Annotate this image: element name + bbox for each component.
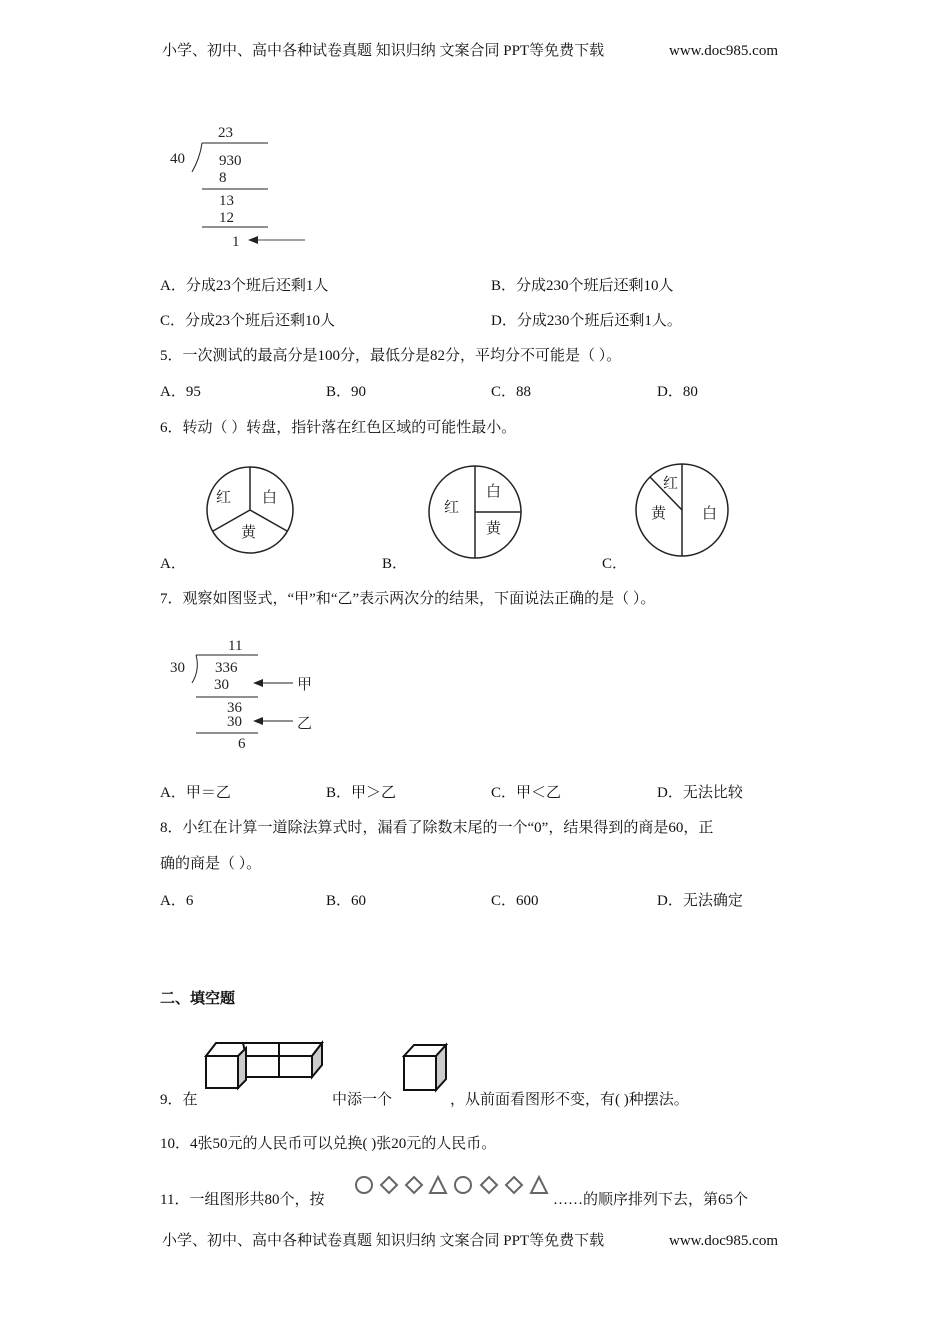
diagram-mark xyxy=(506,1177,522,1193)
q5-option-c[interactable]: C．88 xyxy=(491,384,532,400)
q5-option-d[interactable]: D．80 xyxy=(657,384,698,400)
diagram-mark xyxy=(356,1177,372,1193)
q10-question: 10．4张50元的人民币可以兑换( )张20元的人民币。 xyxy=(160,1136,497,1152)
q11-text-1: 11．一组图形共80个，按 xyxy=(160,1192,325,1208)
diagram-label: 13 xyxy=(219,193,234,209)
q9-text-1: 9．在 xyxy=(160,1092,198,1108)
q6-option-b[interactable]: B． xyxy=(382,556,408,572)
diagram-mark xyxy=(206,1043,322,1088)
q6-option-c[interactable]: C． xyxy=(602,556,628,572)
q7-option-d[interactable]: D．无法比较 xyxy=(657,785,743,801)
q8-option-a[interactable]: A．6 xyxy=(160,893,194,909)
diagram-label: 黄 xyxy=(241,525,257,541)
q7-option-a[interactable]: A．甲＝乙 xyxy=(160,785,231,801)
diagram-mark xyxy=(404,1056,436,1090)
diagram-label: 乙 xyxy=(297,716,313,732)
diagram-label: 红 xyxy=(444,500,460,516)
q6-question: 6．转动（ ）转盘，指针落在红色区域的可能性最小。 xyxy=(160,420,517,436)
q7-question: 7．观察如图竖式，“甲”和“乙”表示两次分的结果，下面说法正确的是（ ）。 xyxy=(160,591,656,607)
q5-option-b[interactable]: B．90 xyxy=(326,384,367,400)
q11-text-2: ……的顺序排列下去，第65个 xyxy=(553,1192,749,1208)
diagram-label: 12 xyxy=(219,210,234,226)
header-text: 小学、初中、高中各种试卷真题 知识归纳 文案合同 PPT等免费下载 xyxy=(162,43,605,59)
footer-text: 小学、初中、高中各种试卷真题 知识归纳 文案合同 PPT等免费下载 xyxy=(162,1233,605,1249)
diagram-label: 黄 xyxy=(486,521,502,537)
diagram-label: 黄 xyxy=(651,506,667,522)
diagram-mark xyxy=(481,1177,497,1193)
diagram-mark xyxy=(404,1045,446,1090)
q4-option-a[interactable]: A．分成23个班后还剩1人 xyxy=(160,278,329,294)
q9-text-2: 中添一个 xyxy=(332,1092,393,1108)
diagram-label: 23 xyxy=(218,125,233,141)
footer-url: www.doc985.com xyxy=(669,1233,779,1249)
diagram-label: 40 xyxy=(170,151,185,167)
diagram-label: 30 xyxy=(170,660,185,676)
diagram-mark xyxy=(206,1056,238,1088)
q8-question-line1: 8．小红在计算一道除法算式时，漏看了除数末尾的一个“0”，结果得到的商是60，正 xyxy=(160,820,714,836)
diagram-mark xyxy=(381,1177,397,1193)
diagram-mark xyxy=(531,1177,547,1193)
diagram-label: 8 xyxy=(219,170,227,186)
diagram-label: 36 xyxy=(227,700,242,716)
q6-option-a[interactable]: A． xyxy=(160,556,186,572)
diagram-label: 336 xyxy=(215,660,238,676)
diagram-label: 红 xyxy=(216,490,232,506)
diagram-mark xyxy=(455,1177,471,1193)
diagram-mark xyxy=(206,1043,322,1056)
diagram-label: 红 xyxy=(663,476,679,492)
diagram-label: 6 xyxy=(238,736,246,752)
q9-text-3: ，从前面看图形不变，有( )种摆法。 xyxy=(450,1092,689,1108)
q7-option-b[interactable]: B．甲＞乙 xyxy=(326,785,397,801)
q4-option-d[interactable]: D．分成230个班后还剩1人。 xyxy=(491,313,682,329)
q8-option-d[interactable]: D．无法确定 xyxy=(657,893,743,909)
q4-option-c[interactable]: C．分成23个班后还剩10人 xyxy=(160,313,336,329)
q5-question: 5．一次测试的最高分是100分，最低分是82分，平均分不可能是（ ）。 xyxy=(160,348,622,364)
section-title: 二、填空题 xyxy=(160,991,236,1007)
diagram-mark xyxy=(246,1056,279,1077)
q8-option-b[interactable]: B．60 xyxy=(326,893,367,909)
diagram-mark xyxy=(279,1056,312,1077)
diagram-mark xyxy=(406,1177,422,1193)
diagram-label: 甲 xyxy=(297,677,313,693)
diagram-mark xyxy=(430,1177,446,1193)
diagram-mark xyxy=(238,1048,246,1088)
q5-option-a[interactable]: A．95 xyxy=(160,384,201,400)
header-url: www.doc985.com xyxy=(669,43,779,59)
q7-option-c[interactable]: C．甲＜乙 xyxy=(491,785,562,801)
diagram-label: 白 xyxy=(262,490,278,506)
shape-sequence xyxy=(356,1177,547,1193)
diagram-label: 白 xyxy=(702,506,718,522)
diagram-label: 30 xyxy=(214,677,229,693)
q8-option-c[interactable]: C．600 xyxy=(491,893,539,909)
q4-option-b[interactable]: B．分成230个班后还剩10人 xyxy=(491,278,674,294)
diagram-label: 白 xyxy=(486,484,502,500)
q8-question-line2: 确的商是（ ）。 xyxy=(160,856,262,872)
diagram-label: 930 xyxy=(219,153,242,169)
diagram-label: 11 xyxy=(228,638,243,654)
diagram-label: 1 xyxy=(232,234,240,250)
diagram-label: 30 xyxy=(227,714,242,730)
